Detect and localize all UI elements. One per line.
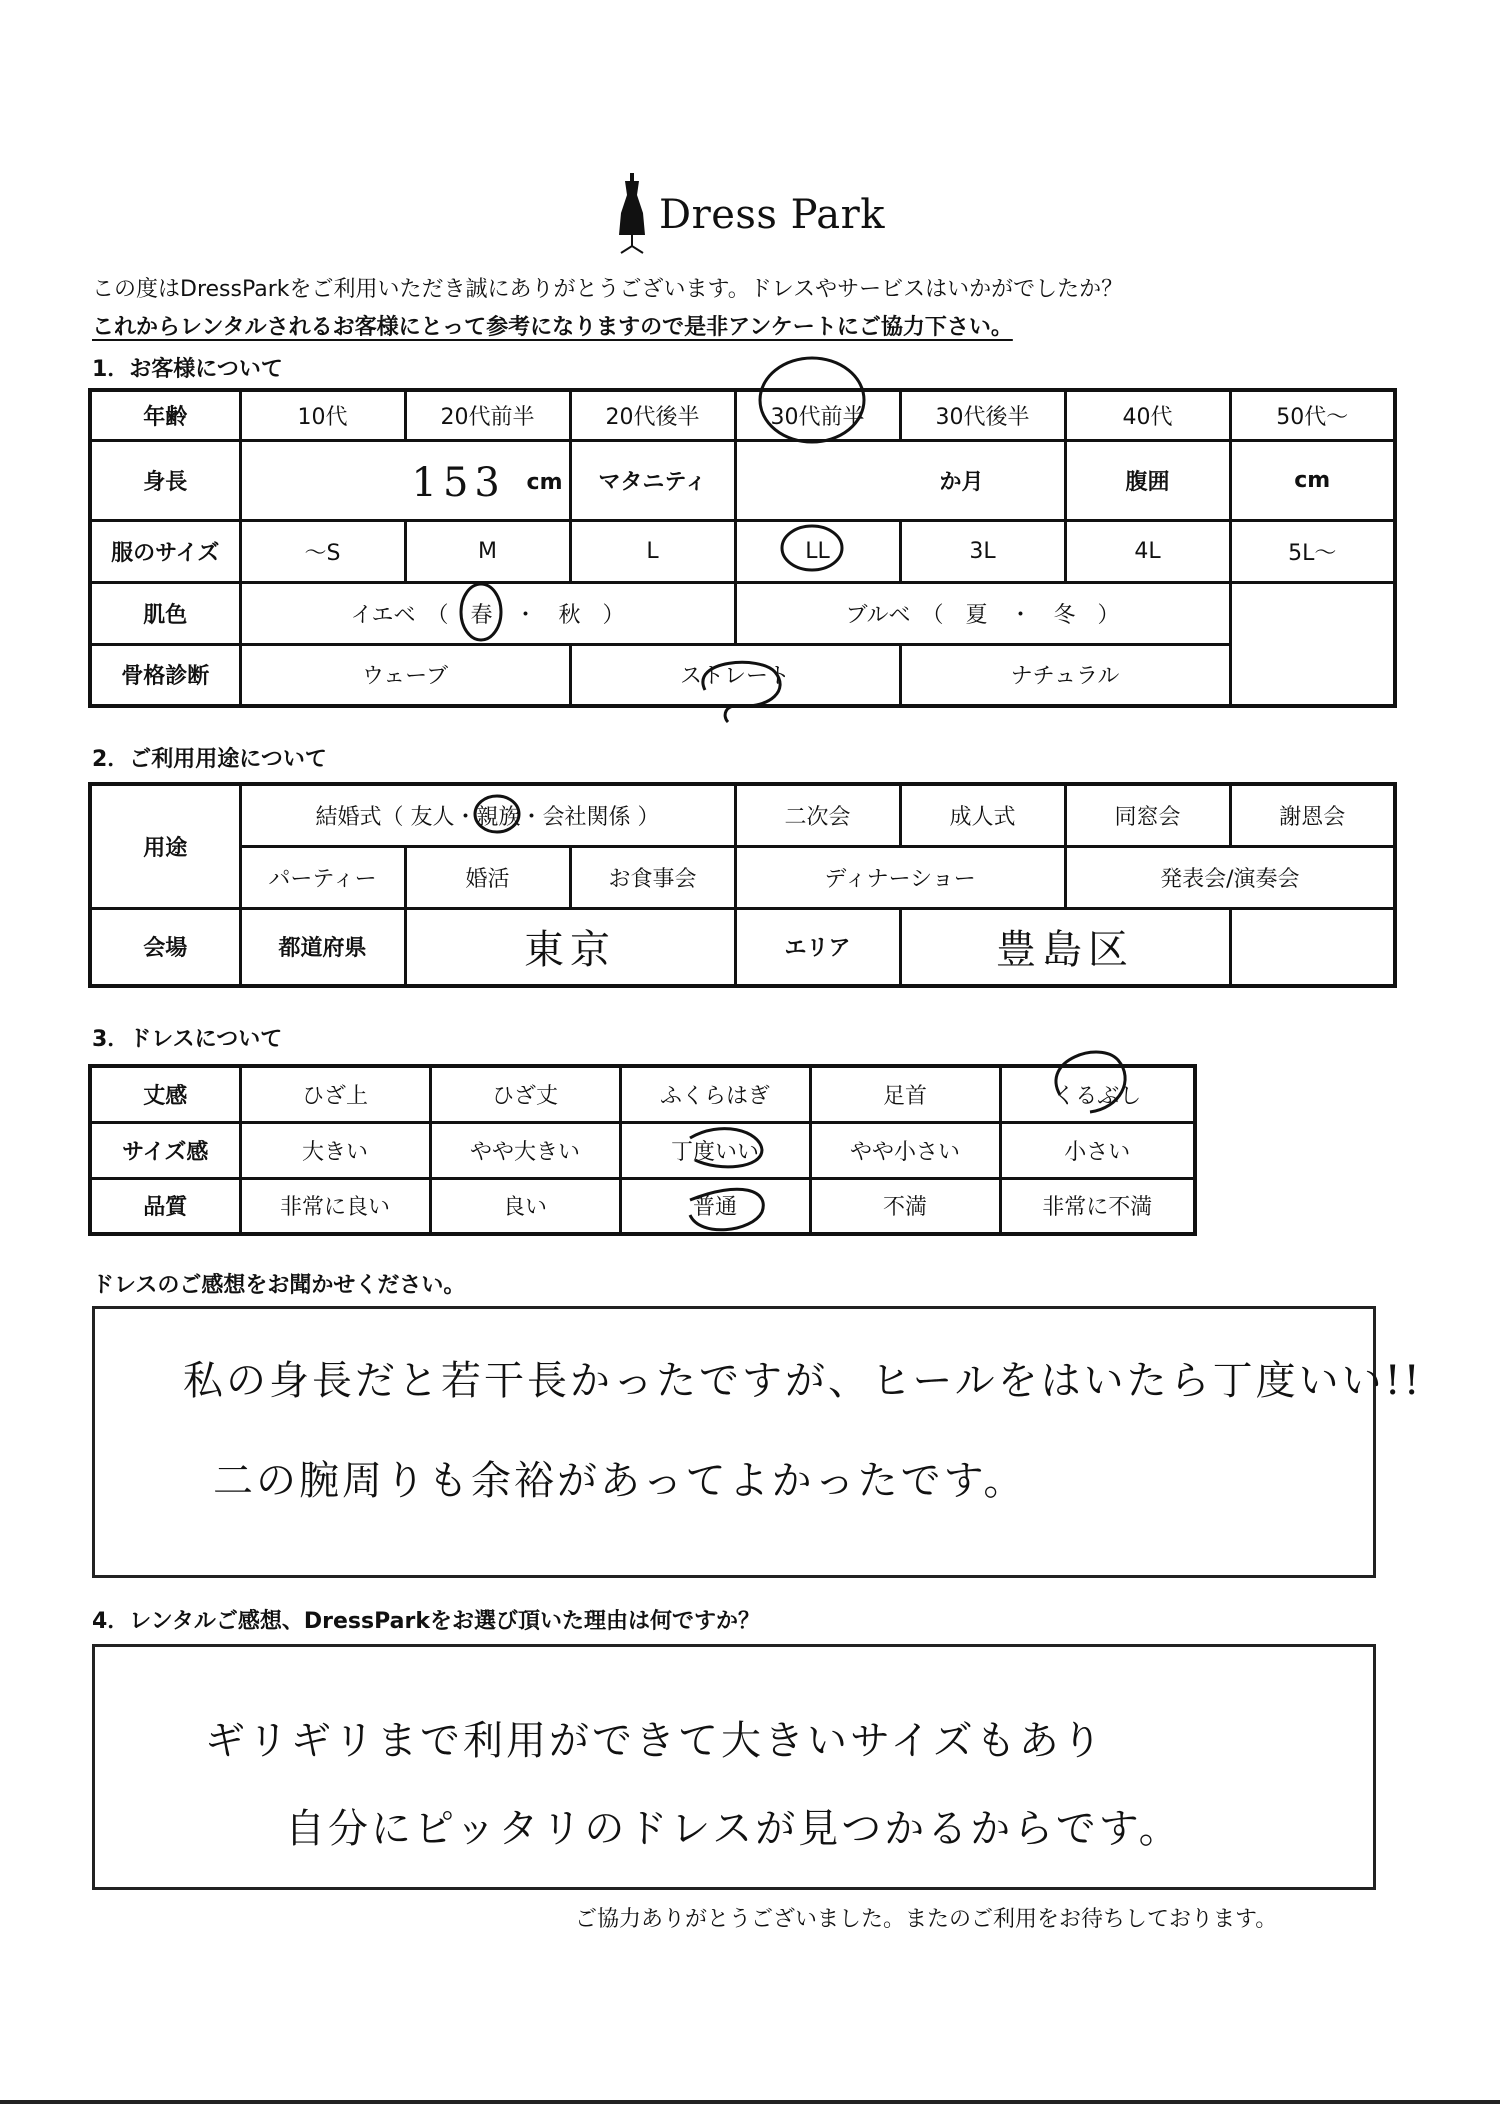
age-row — [90, 390, 1395, 440]
height-unit: cm — [526, 469, 563, 495]
intro-text: この度はDressParkをご利用いただき誠にありがとうございます。ドレスやサービスはいかがでしたか？ — [92, 277, 1124, 302]
waist-unit[interactable]: cm — [1230, 440, 1395, 520]
section2-title: 2．ご利用用途について — [92, 747, 327, 772]
age-option[interactable]: 10代 — [240, 390, 405, 440]
page-bottom-line — [0, 2100, 1500, 2104]
section1-title: 1．お客様について — [92, 357, 283, 382]
wedding-option[interactable]: 結婚式（ 友人・親族・会社関係 ） — [240, 784, 735, 846]
skin-blue[interactable]: ブルベ （ 夏 ・ 冬 ） — [735, 582, 1230, 644]
length-option[interactable]: ふくらはぎ — [620, 1066, 810, 1122]
length-option[interactable]: ひざ丈 — [430, 1066, 620, 1122]
quality-option[interactable]: 普通 — [620, 1178, 810, 1234]
maternity-months[interactable]: か月 — [735, 440, 1065, 520]
size-option[interactable]: M — [405, 520, 570, 582]
frame-option[interactable]: ウェーブ — [240, 644, 570, 706]
purpose-option[interactable]: パーティー — [240, 846, 405, 908]
pref-label: 都道府県 — [240, 908, 405, 986]
skin-row — [90, 582, 1395, 644]
dress-comment-line2: 二の腕周りも余裕があってよかったです。 — [213, 1458, 1027, 1504]
size-row — [90, 520, 1395, 582]
brand-logo — [615, 172, 885, 258]
rental-comment-line1: ギリギリまで利用ができて大きいサイズもあり — [205, 1718, 1105, 1764]
purpose-label: 用途 — [90, 784, 240, 908]
fit-option[interactable]: 丁度いい — [620, 1122, 810, 1178]
skin-yellow[interactable]: イエベ （ 春 ・ 秋 ） — [240, 582, 735, 644]
age-option[interactable]: 50代～ — [1230, 390, 1395, 440]
area-field[interactable] — [900, 908, 1230, 986]
age-option[interactable]: 20代前半 — [405, 390, 570, 440]
age-option[interactable]: 20代後半 — [570, 390, 735, 440]
quality-option[interactable]: 非常に良い — [240, 1178, 430, 1234]
fit-option[interactable]: 小さい — [1000, 1122, 1195, 1178]
maternity-label: マタニティ — [570, 440, 735, 520]
venue-label: 会場 — [90, 908, 240, 986]
frame-option[interactable]: ストレート — [570, 644, 900, 706]
size-option[interactable]: 4L — [1065, 520, 1230, 582]
quality-option[interactable]: 非常に不満 — [1000, 1178, 1195, 1234]
purpose-option[interactable]: 成人式 — [900, 784, 1065, 846]
fit-option[interactable]: 大きい — [240, 1122, 430, 1178]
size-label: 服のサイズ — [90, 520, 240, 582]
purpose-table — [88, 782, 1397, 988]
age-option[interactable]: 30代前半 — [735, 390, 900, 440]
purpose-option[interactable]: ディナーショー — [735, 846, 1065, 908]
dress-table — [88, 1064, 1197, 1236]
customer-table — [88, 388, 1397, 708]
purpose-option[interactable]: 謝恩会 — [1230, 784, 1395, 846]
rental-comment-title: 4．レンタルご感想、DressParkをお選び頂いた理由は何ですか？ — [92, 1609, 760, 1634]
age-option[interactable]: 40代 — [1065, 390, 1230, 440]
brand-name: Dress Park — [659, 192, 885, 238]
section3-title: 3．ドレスについて — [92, 1027, 283, 1052]
height-row — [90, 440, 1395, 520]
purpose-option[interactable]: 婚活 — [405, 846, 570, 908]
frame-option[interactable]: ナチュラル — [900, 644, 1230, 706]
size-option[interactable]: 3L — [900, 520, 1065, 582]
dress-form-icon — [615, 173, 649, 257]
frame-label: 骨格診断 — [90, 644, 240, 706]
fit-option[interactable]: やや小さい — [810, 1122, 1000, 1178]
length-option[interactable]: 足首 — [810, 1066, 1000, 1122]
purpose-option[interactable]: 発表会/演奏会 — [1065, 846, 1395, 908]
quality-label: 品質 — [90, 1178, 240, 1234]
area-value: 豊島区 — [996, 927, 1135, 974]
area-label: エリア — [735, 908, 900, 986]
purpose-option[interactable]: お食事会 — [570, 846, 735, 908]
size-option[interactable]: ～S — [240, 520, 405, 582]
intro-request: これからレンタルされるお客様にとって参考になりますので是非アンケートにご協力下さい。 — [92, 315, 1013, 340]
thanks-note: ご協力ありがとうございました。またのご利用をお待ちしております。 — [575, 1907, 1278, 1932]
length-option[interactable]: くるぶし — [1000, 1066, 1195, 1122]
dress-comment-title: ドレスのご感想をお聞かせください。 — [92, 1273, 466, 1298]
skin-label: 肌色 — [90, 582, 240, 644]
length-label: 丈感 — [90, 1066, 240, 1122]
height-value: 153 — [411, 459, 506, 506]
age-label: 年齢 — [90, 390, 240, 440]
quality-option[interactable]: 良い — [430, 1178, 620, 1234]
rental-comment-line2: 自分にピッタリのドレスが見つかるからです。 — [285, 1806, 1182, 1852]
quality-option[interactable]: 不満 — [810, 1178, 1000, 1234]
frame-row — [90, 644, 1395, 706]
size-option[interactable]: L — [570, 520, 735, 582]
length-option[interactable]: ひざ上 — [240, 1066, 430, 1122]
height-field[interactable] — [240, 440, 570, 520]
pref-value: 東京 — [524, 927, 617, 974]
pref-field[interactable] — [405, 908, 735, 986]
dress-comment-line1: 私の身長だと若干長かったですが、ヒールをはいたら丁度いい!! — [183, 1358, 1423, 1404]
purpose-option[interactable]: 同窓会 — [1065, 784, 1230, 846]
age-option[interactable]: 30代後半 — [900, 390, 1065, 440]
purpose-option[interactable]: 二次会 — [735, 784, 900, 846]
fit-label: サイズ感 — [90, 1122, 240, 1178]
fit-option[interactable]: やや大きい — [430, 1122, 620, 1178]
rental-comment-box[interactable] — [92, 1644, 1376, 1890]
size-option[interactable]: LL — [735, 520, 900, 582]
size-option[interactable]: 5L～ — [1230, 520, 1395, 582]
dress-comment-box[interactable] — [92, 1306, 1423, 1578]
height-label: 身長 — [90, 440, 240, 520]
waist-label: 腹囲 — [1065, 440, 1230, 520]
